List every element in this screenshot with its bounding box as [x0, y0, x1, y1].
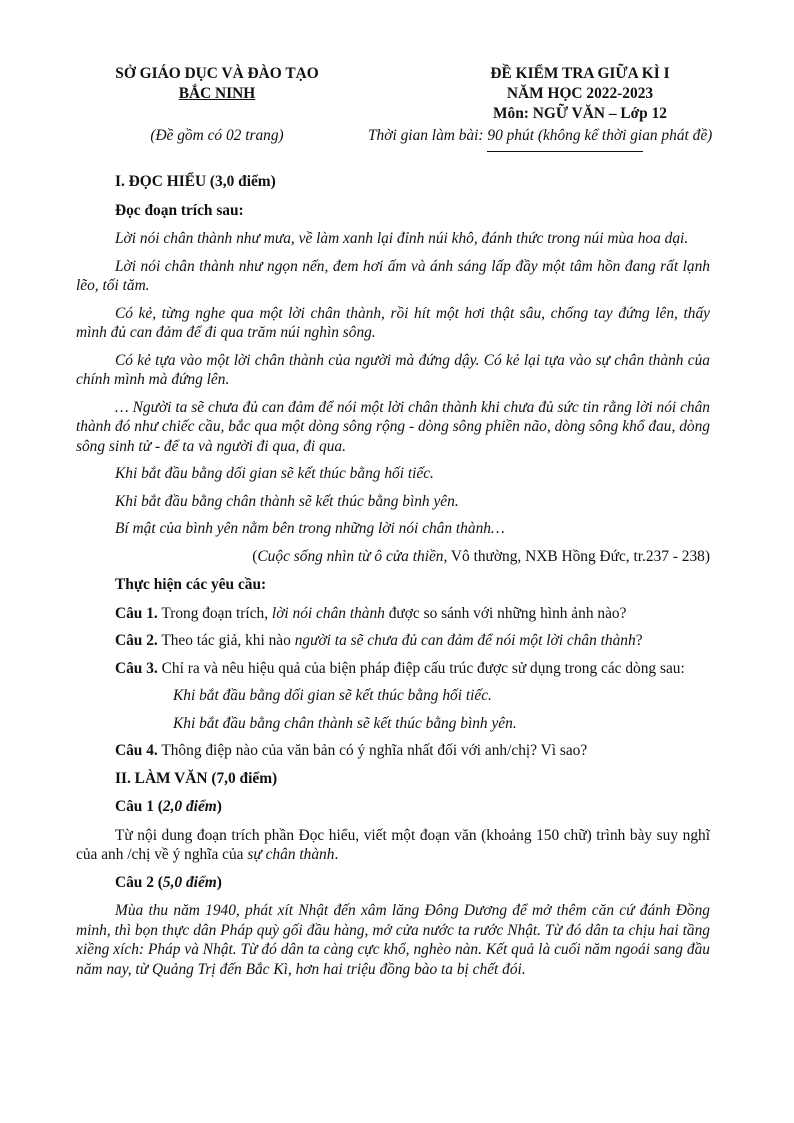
question-4: Câu 4. Thông điệp nào của văn bản có ý nghĩa nhất đối với anh/chị? Vì sao?	[115, 742, 588, 759]
passage-paragraph: Bí mật của bình yên nằm bên trong những lời nói chân thành…	[115, 520, 505, 537]
writing-question-2-label: Câu 2 (5,0 điểm)	[115, 873, 222, 891]
writing-heading: II. LÀM VĂN (7,0 điểm)	[115, 769, 278, 787]
writing-question-1: Từ nội dung đoạn trích phần Đọc hiểu, viết một đoạn văn (khoảng 150 chữ) trình bày suy nghĩ của anh /chị về ý nghĩa của sự chân thành.	[76, 826, 710, 863]
time-note: Thời gian làm bài: 90 phút (không kể thời gian phát đề)	[368, 127, 713, 144]
writing-question-1-label: Câu 1 (2,0 điểm)	[115, 798, 222, 815]
question-1: Câu 1. Trong đoạn trích, lời nói chân thành được so sánh với những hình ảnh nào?	[115, 604, 627, 622]
passage-paragraph: Lời nói chân thành như ngọn nến, đem hơi ấm và ánh sáng lấp đầy một tâm hồn đang rất lạnh lẽo, tối tăm.	[76, 257, 710, 294]
source-title: Cuộc sống nhìn từ ô cửa thiền,	[257, 547, 448, 565]
question-label: Câu 4.	[115, 742, 158, 759]
school-year: NĂM HỌC 2022-2023	[506, 85, 654, 102]
quoted-line: Khi bắt đầu bằng dối gian sẽ kết thúc bằng hối tiếc.	[173, 687, 492, 704]
source-citation: (Cuộc sống nhìn từ ô cửa thiền, Vô thường, NXB Hồng Đức, tr.237 - 238)	[252, 547, 710, 565]
pages-note: (Đề gồm có 02 trang)	[150, 127, 284, 144]
province-name: BẮC NINH	[178, 85, 256, 102]
subject-line: Môn: NGỮ VĂN – Lớp 12	[493, 105, 667, 122]
question-label: Câu 1.	[115, 604, 158, 622]
exam-header	[410, 64, 750, 124]
department-name: SỞ GIÁO DỤC VÀ ĐÀO TẠO	[115, 65, 319, 82]
passage-paragraph: Có kẻ tựa vào một lời chân thành của người mà đứng dậy. Có kẻ lại tựa vào sự chân thành của chính mình mà đứng lên.	[76, 351, 710, 388]
exam-body	[76, 172, 710, 987]
tasks-heading: Thực hiện các yêu cầu:	[115, 576, 267, 593]
passage-paragraph: Có kẻ, từng nghe qua một lời chân thành, rồi hít một hơi thật sâu, chống tay đứng lên, thấy mình đủ can đảm để đi qua trăm núi nghìn sông.	[76, 304, 710, 341]
header-rule	[487, 151, 643, 152]
question-label: Câu 3.	[115, 659, 158, 677]
question-3: Câu 3. Chỉ ra và nêu hiệu quả của biện pháp điệp cấu trúc được sử dụng trong các dòng sau:	[115, 659, 685, 677]
exam-title: ĐỀ KIỂM TRA GIỮA KÌ I	[490, 65, 670, 82]
writing-question-2-excerpt: Mùa thu năm 1940, phát xít Nhật đến xâm lăng Đông Dương để mở thêm căn cứ đánh Đồng minh, thì bọn thực dân Pháp quỳ gối đầu hàng, mở cửa nước ta rước Nhật. Từ đó dân ta chịu hai tầng xiềng xích: Pháp và Nhật. Từ đó dân ta càng cực khổ, nghèo nàn. Kết quả là cuối năm ngoái sang đầu năm nay, từ Quảng Trị đến Bắc Kì, hơn hai triệu đồng bào ta bị chết đói.	[76, 902, 710, 978]
question-label: Câu 2.	[115, 632, 158, 649]
reading-instruction: Đọc đoạn trích sau:	[115, 201, 244, 219]
reading-heading: I. ĐỌC HIỂU (3,0 điểm)	[115, 173, 276, 190]
question-2: Câu 2. Theo tác giả, khi nào người ta sẽ chưa đủ can đảm để nói một lời chân thành?	[115, 632, 643, 649]
passage-paragraph: Khi bắt đầu bằng dối gian sẽ kết thúc bằng hối tiếc.	[115, 465, 434, 482]
passage-paragraph: … Người ta sẽ chưa đủ can đảm để nói một lời chân thành khi chưa đủ sức tin rằng lời nói chân thành đó như chiếc cầu, bắc qua một dòng sông rộng - dòng sông phiền não, dòng sông khổ đau, dòng sông sinh tử - để ta và người đi qua, đi qua.	[76, 398, 710, 455]
passage-paragraph: Khi bắt đầu bằng chân thành sẽ kết thúc bằng bình yên.	[115, 492, 459, 510]
department-header	[82, 64, 352, 104]
passage-paragraph: Lời nói chân thành như mưa, về làm xanh lại đỉnh núi khô, đánh thức trong núi mùa hoa dại.	[115, 230, 689, 247]
quoted-line: Khi bắt đầu bằng chân thành sẽ kết thúc bằng bình yên.	[173, 714, 517, 732]
